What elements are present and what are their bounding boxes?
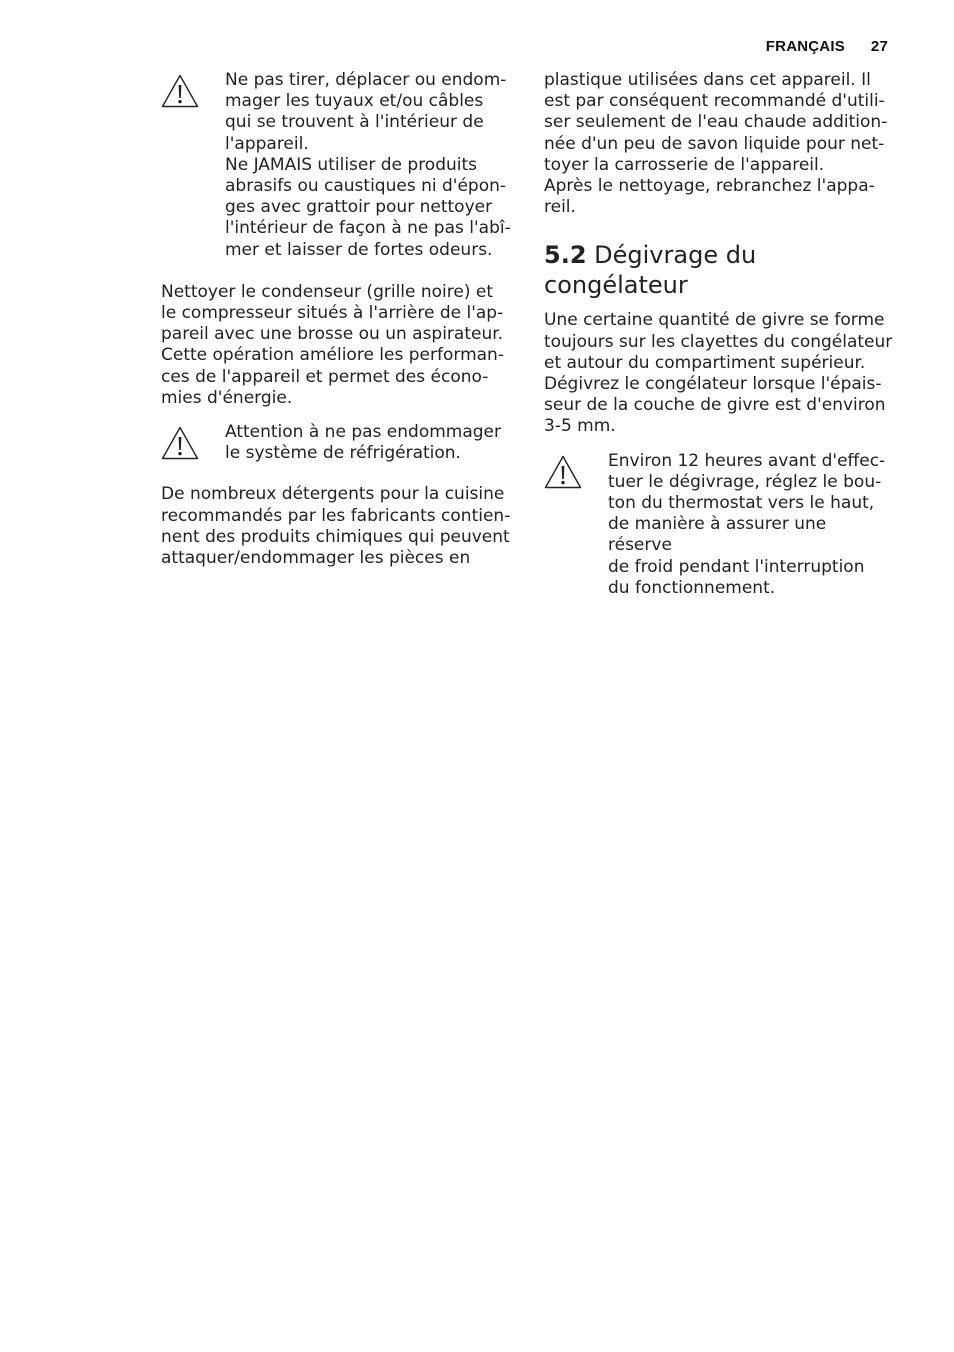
warning-block-refrigeration xyxy=(161,422,513,464)
warning-triangle-icon xyxy=(544,455,582,489)
warning-text-refrigeration: Attention à ne pas endommager le système de réfrigération. xyxy=(225,422,501,464)
page-number: 27 xyxy=(870,38,888,55)
section-number: 5.2 xyxy=(544,241,587,270)
left-column xyxy=(161,70,513,569)
page-header xyxy=(766,38,888,55)
warning-text-thermostat: Environ 12 heures avant d'effec- tuer le dégivrage, réglez le bou- ton du thermostat vers le haut, de manière à assurer une réserve de froid pendant l'interruption du fonctionnement. xyxy=(608,450,886,598)
header-language: FRANÇAIS xyxy=(765,38,845,55)
warning-triangle-icon xyxy=(161,74,199,108)
warning-block-thermostat xyxy=(544,451,894,599)
paragraph-condenser: Nettoyer le condenseur (grille noire) et le compresseur situés à l'arrière de l'ap- pareil avec une brosse ou un aspirateur. Cette opération améliore les performan- ces de l'appareil et permet des écono- mies d'énergie. xyxy=(161,281,504,408)
warning-block-hoses xyxy=(161,70,513,261)
warning-text-hoses: Ne pas tirer, déplacer ou endom- mager les tuyaux et/ou câbles qui se trouvent à l'intérieur de l'appareil. Ne JAMAIS utiliser de produits abrasifs ou caustiques ni d'épon- ges avec grattoir pour nettoyer l'intérieur de façon à ne pas l'abî- mer et laisser de fortes odeurs. xyxy=(225,70,511,260)
paragraph-defrost: Une certaine quantité de givre se forme toujours sur les clayettes du congélateur et autour du compartiment supérieur. Dégivrez le congélateur lorsque l'épais- seur de la couche de givre est d'environ 3-5 mm. xyxy=(544,310,893,437)
warning-triangle-icon xyxy=(161,426,199,460)
section-heading xyxy=(544,240,894,300)
paragraph-detergents-continued: plastique utilisées dans cet appareil. Il est par conséquent recommandé d'utili- ser seulement de l'eau chaude addition- née d'un peu de savon liquide pour net- toyer la carrosserie de l'appareil. Après le nettoyage, rebranchez l'appa- reil. xyxy=(544,70,888,218)
section-title: Dégivrage du congélateur xyxy=(544,241,757,300)
paragraph-detergents: De nombreux détergents pour la cuisine recommandés par les fabricants contien- nent des produits chimiques qui peuvent attaquer/endommager les pièces en xyxy=(161,484,511,569)
right-column xyxy=(544,70,894,599)
